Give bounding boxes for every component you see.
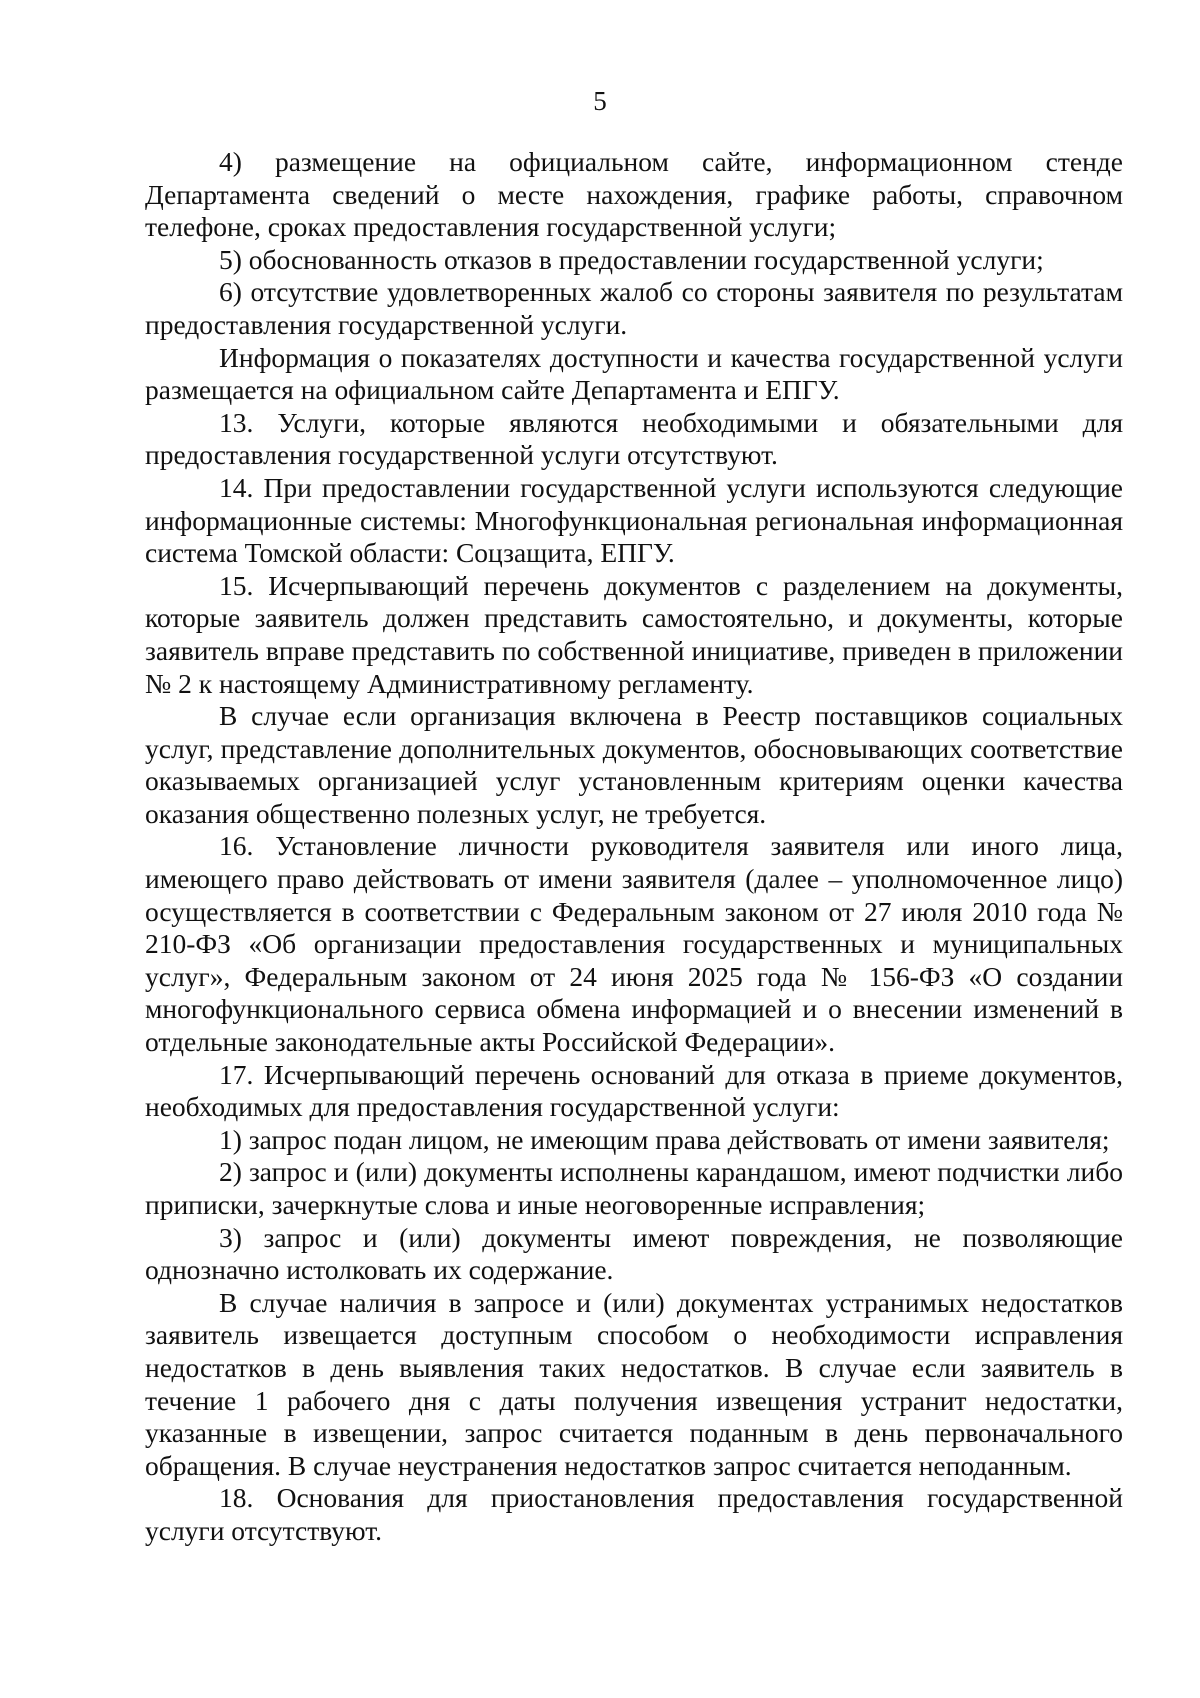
paragraph-section-14: 14. При предоставлении государственной услуги используются следующие информационные системы: Многофункциональная региональная информационная система Томской области: Соцзащита, ЕПГУ. <box>145 471 1123 569</box>
page-number: 5 <box>593 86 607 116</box>
paragraph-item-6: 6) отсутствие удовлетворенных жалоб со стороны заявителя по результатам предоставления государственной услуги. <box>145 276 1123 340</box>
paragraph-section-18: 18. Основания для приостановления предоставления государственной услуги отсутствуют. <box>145 1482 1123 1546</box>
paragraph-item-2: 2) запрос и (или) документы исполнены карандашом, имеют подчистки либо приписки, зачеркнутые слова и иные неоговоренные исправления; <box>145 1156 1123 1220</box>
paragraph-item-4: 4) размещение на официальном сайте, информационном стенде Департамента сведений о месте нахождения, графике работы, справочном телефоне, сроках предоставления государственной услуги; <box>145 146 1123 243</box>
paragraph-section-13: 13. Услуги, которые являются необходимыми и обязательными для предоставления государственной услуги отсутствуют. <box>145 406 1123 471</box>
paragraph-section-15: 15. Исчерпывающий перечень документов с разделением на документы, которые заявитель должен представить самостоятельно, и документы, которые заявитель вправе представить по собственной инициативе, приведен в приложении № 2 к настоящему Административному регламенту. <box>145 569 1123 699</box>
paragraph-defects-note: В случае наличия в запросе и (или) документах устранимых недостатков заявитель извещается доступным способом о необходимости исправления недостатков в день выявления таких недостатков. В случае если заявитель в течение 1 рабочего дня с даты получения извещения устранит недостатки, указанные в извещении, запрос считается поданным в день первоначального обращения. В случае неустранения недостатков запрос считается неподанным. <box>145 1286 1123 1481</box>
paragraph-quality-info: Информация о показателях доступности и качества государственной услуги размещается на официальном сайте Департамента и ЕПГУ. <box>145 341 1123 406</box>
paragraph-section-17: 17. Исчерпывающий перечень оснований для отказа в приеме документов, необходимых для предоставления государственной услуги: <box>145 1058 1123 1123</box>
paragraph-item-1: 1) запрос подан лицом, не имеющим права действовать от имени заявителя; <box>219 1123 1110 1155</box>
document-body <box>145 146 1123 1548</box>
paragraph-registry-note: В случае если организация включена в Реестр поставщиков социальных услуг, представление дополнительных документов, обосновывающих соответствие оказываемых организацией услуг установленным критериям оценки качества оказания общественно полезных услуг, не требуется. <box>145 700 1123 829</box>
paragraph-item-3: 3) запрос и (или) документы имеют повреждения, не позволяющие однозначно истолковать их содержание. <box>145 1221 1123 1286</box>
paragraph-section-16: 16. Установление личности руководителя заявителя или иного лица, имеющего право действовать от имени заявителя (далее – уполномоченное лицо) осуществляется в соответствии с Федеральным законом от 27 июля 2010 года № 210-ФЗ «Об организации предоставления государственных и муниципальных услуг», Федеральным законом от 24 июня 2025 года № 156-ФЗ «О создании многофункционального сервиса обмена информацией и о внесении изменений в отдельные законодательные акты Российской Федерации». <box>145 830 1123 1058</box>
paragraph-item-5: 5) обоснованность отказов в предоставлении государственной услуги; <box>219 243 1044 275</box>
